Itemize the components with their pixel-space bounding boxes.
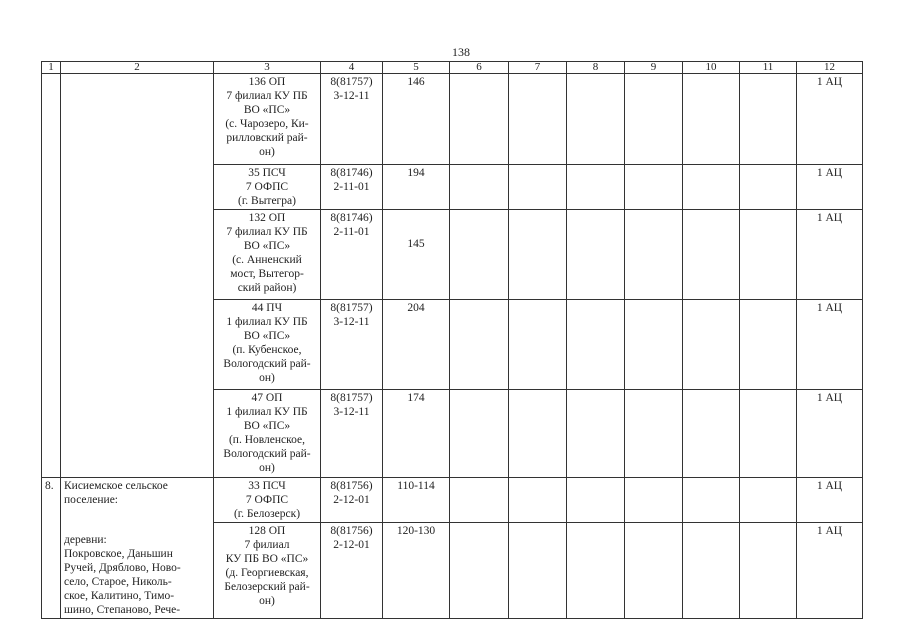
cell-empty [683, 74, 740, 165]
column-header: 10 [683, 62, 740, 74]
distance-value: 145 [407, 238, 425, 250]
cell-empty [683, 478, 740, 523]
distance-cell: 120-130 [383, 523, 450, 619]
cell-empty [450, 390, 509, 478]
cell-empty [740, 300, 797, 390]
cell-empty [509, 478, 567, 523]
cell-empty [740, 478, 797, 523]
cell-empty [567, 165, 625, 210]
settlement-title: Кисиемское сельское поселение: [64, 480, 168, 506]
cell-empty [625, 390, 683, 478]
fire-units-table [41, 61, 863, 619]
cell-empty [509, 74, 567, 165]
cell-empty [625, 210, 683, 300]
column-header: 5 [383, 62, 450, 74]
equipment-cell: 1 АЦ [797, 210, 863, 300]
distance-cell: 204 [383, 300, 450, 390]
equipment-cell: 1 АЦ [797, 300, 863, 390]
cell-empty [683, 210, 740, 300]
cell-empty [683, 390, 740, 478]
cell-empty [740, 74, 797, 165]
distance-cell [383, 210, 450, 300]
cell-empty [683, 300, 740, 390]
column-header: 8 [567, 62, 625, 74]
cell-empty [740, 523, 797, 619]
cell-empty [567, 74, 625, 165]
fire-unit-cell: 136 ОП 7 филиал КУ ПБ ВО «ПС» (с. Чарозеро, Ки- рилловский рай- он) [214, 74, 321, 165]
fire-unit-cell: 35 ПСЧ 7 ОФПС (г. Вытегра) [214, 165, 321, 210]
phone-cell: 8(81746) 2-11-01 [321, 210, 383, 300]
cell-empty [450, 523, 509, 619]
phone-cell: 8(81756) 2-12-01 [321, 478, 383, 523]
distance-cell: 146 [383, 74, 450, 165]
cell-empty [567, 390, 625, 478]
cell-empty [625, 523, 683, 619]
column-header: 4 [321, 62, 383, 74]
equipment-cell: 1 АЦ [797, 478, 863, 523]
fire-unit-cell: 33 ПСЧ 7 ОФПС (г. Белозерск) [214, 478, 321, 523]
page-number: 138 [452, 45, 470, 59]
cell-empty [509, 523, 567, 619]
column-number-row [42, 62, 863, 74]
cell-empty [509, 165, 567, 210]
distance-cell: 194 [383, 165, 450, 210]
cell-empty [567, 478, 625, 523]
distance-cell: 110-114 [383, 478, 450, 523]
settlement-villages: деревни: Покровское, Даньшин Ручей, Дряблово, Ново- село, Старое, Николь- ское, Калитино, Тимо- шино, Степаново, Рече- [64, 534, 181, 616]
phone-cell: 8(81757) 3-12-11 [321, 74, 383, 165]
cell-empty [450, 478, 509, 523]
cell-empty [625, 74, 683, 165]
cell-empty [42, 74, 61, 478]
cell-empty [509, 210, 567, 300]
cell-empty [625, 478, 683, 523]
cell-empty [509, 300, 567, 390]
fire-unit-cell: 128 ОП 7 филиал КУ ПБ ВО «ПС» (д. Георгиевская, Белозерский рай- он) [214, 523, 321, 619]
settlement-number: 8. [42, 478, 61, 619]
cell-empty [625, 165, 683, 210]
column-header: 9 [625, 62, 683, 74]
table-row [42, 74, 863, 165]
cell-empty [450, 210, 509, 300]
cell-empty [450, 300, 509, 390]
spacer [64, 507, 211, 533]
spacer [385, 211, 447, 237]
column-header: 7 [509, 62, 567, 74]
equipment-cell: 1 АЦ [797, 165, 863, 210]
cell-empty [509, 390, 567, 478]
cell-empty [740, 210, 797, 300]
column-header: 2 [61, 62, 214, 74]
equipment-cell: 1 АЦ [797, 74, 863, 165]
phone-cell: 8(81757) 3-12-11 [321, 390, 383, 478]
fire-unit-cell: 47 ОП 1 филиал КУ ПБ ВО «ПС» (п. Новленское, Вологодский рай- он) [214, 390, 321, 478]
cell-empty [450, 165, 509, 210]
settlement-cell [61, 478, 214, 619]
equipment-cell: 1 АЦ [797, 390, 863, 478]
phone-cell: 8(81756) 2-12-01 [321, 523, 383, 619]
cell-empty [625, 300, 683, 390]
cell-empty [450, 74, 509, 165]
column-header: 11 [740, 62, 797, 74]
fire-unit-cell: 44 ПЧ 1 филиал КУ ПБ ВО «ПС» (п. Кубенское, Вологодский рай- он) [214, 300, 321, 390]
column-header: 12 [797, 62, 863, 74]
phone-cell: 8(81746) 2-11-01 [321, 165, 383, 210]
cell-empty [567, 210, 625, 300]
column-header: 3 [214, 62, 321, 74]
distance-cell: 174 [383, 390, 450, 478]
fire-unit-cell: 132 ОП 7 филиал КУ ПБ ВО «ПС» (с. Анненский мост, Вытегор- ский район) [214, 210, 321, 300]
cell-empty [61, 74, 214, 478]
cell-empty [683, 165, 740, 210]
cell-empty [740, 165, 797, 210]
cell-empty [567, 523, 625, 619]
equipment-cell: 1 АЦ [797, 523, 863, 619]
cell-empty [683, 523, 740, 619]
table-row [42, 478, 863, 523]
column-header: 1 [42, 62, 61, 74]
cell-empty [740, 390, 797, 478]
phone-cell: 8(81757) 3-12-11 [321, 300, 383, 390]
cell-empty [567, 300, 625, 390]
column-header: 6 [450, 62, 509, 74]
